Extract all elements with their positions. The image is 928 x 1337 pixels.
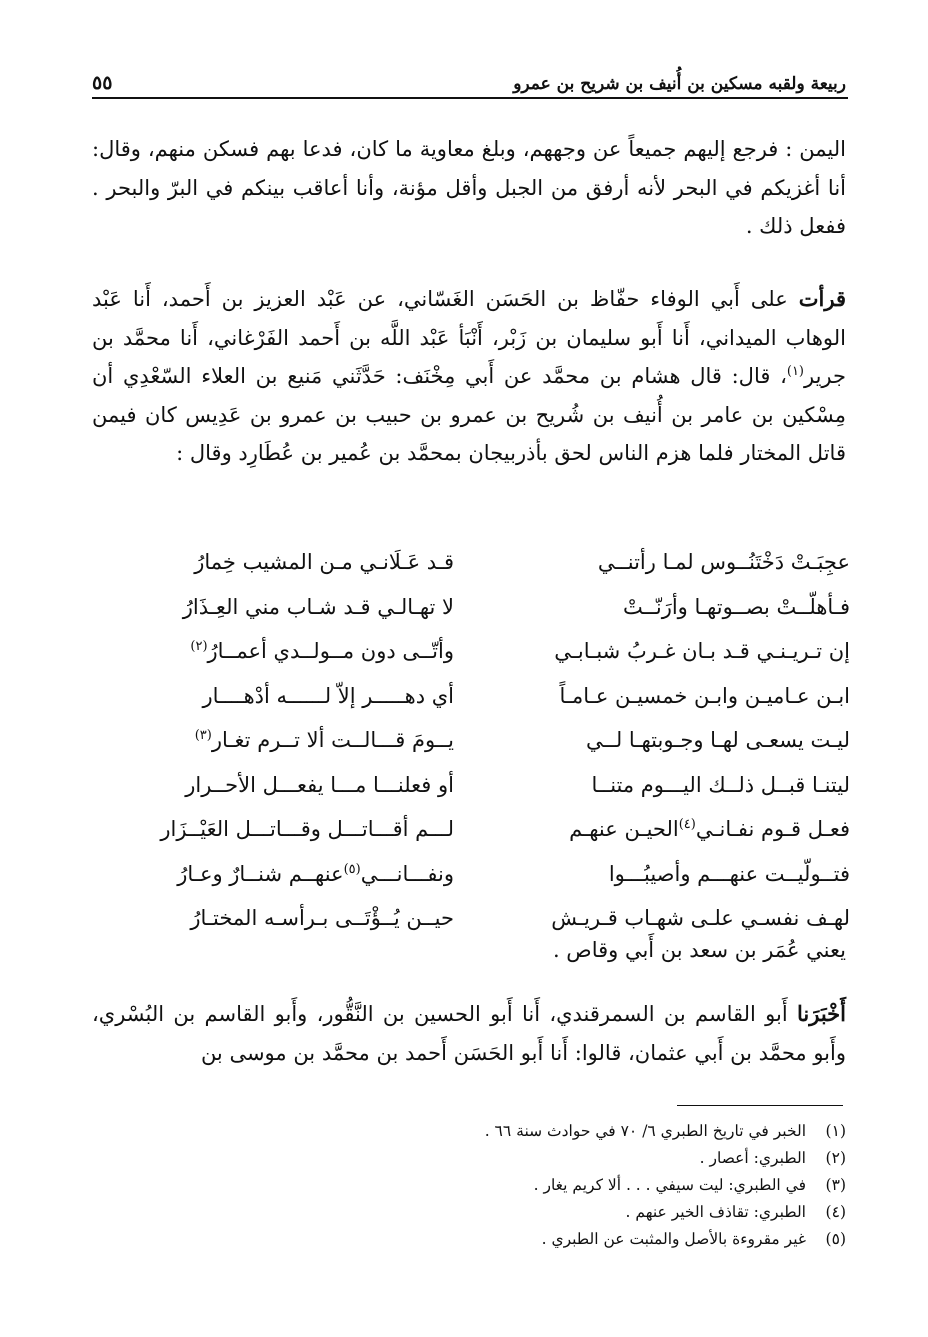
poem-hemistich-tail: عنهــم شنــارٌ وعـارُ (177, 861, 344, 886)
poem-hemistich-first: ليتنـا قبــل ذلــك اليـــوم متنــا (591, 772, 850, 797)
poem-line (138, 585, 850, 630)
header-rule (92, 97, 848, 99)
page-number: ٥٥ (92, 72, 113, 94)
poem-hemistich-second: أو فعلنـــا مـــا يفعـــل الأحــرار (185, 772, 454, 797)
footnote-number: (٤) (825, 1203, 846, 1221)
poem-hemistich-first (510, 817, 850, 841)
poem-line (138, 629, 850, 674)
footnote (380, 1118, 846, 1145)
footnote (380, 1199, 846, 1226)
poem-hemistich-first: لهـف نفسـي علـى شهـاب قـريـش (551, 906, 850, 931)
poem-hemistich-second (138, 862, 454, 886)
poem-hemistich-first: ابـن عـاميـن وابـن خمسيـن عـامـاً (559, 683, 850, 708)
paragraph-2-text-a: على أَبي الوفاء حفّاظ بن الحَسَن الغَسّاني، عن عَبْد العزيز بن أَحمد، أَنا عَبْد الوهاب الميداني، أَنا أَبو سليمان بن زَبْر، أَنْبَأ عَبْد اللَّه بن أَحمد الفَرْغاني، أَنا محمَّد بن جرير (92, 287, 846, 389)
poem-line (138, 896, 850, 941)
poem (138, 540, 850, 941)
poem-line (138, 718, 850, 763)
footnote-text: غير مقروءة بالأصل والمثبت عن الطبري . (541, 1230, 806, 1248)
poem-hemistich-tail: الحيـن عنهـم (569, 817, 679, 842)
paragraph-3-text: أَبو القاسم بن السمرقندي، أَنا أَبو الحسين بن النَّقُّور، وأَبو القاسم بن البُسْري، وأَبو محمَّد بن أَبي عثمان، قالوا: أَنا أَبو الحَسَن أَحمد بن محمَّد بن موسى بن (92, 1002, 846, 1065)
poem-line (138, 807, 850, 852)
footnote-text: الطبري: أعصار . (699, 1149, 806, 1167)
after-poem-line: يعني عُمَر بن سعد بن أَبي وقاص . (552, 938, 846, 962)
poem-line (138, 674, 850, 719)
paragraph-3 (92, 995, 846, 1072)
poem-hemistich-first: عجِبَـتْ دَخْتَنُــوس لمـا رأتنــي (597, 550, 850, 575)
poem-hemistich-second (138, 639, 454, 663)
paragraph-2-text-b: ، قال: قال هشام بن محمَّد عن أَبي مِخْنَف: حَدَّثَني مَنيع بن العلاء السّعْدِي أن مِسْكين بن عامر بن أُنيف بن شُريح بن عمرو بن حبيب بن عمرو بن عَدِيس كان فيمن قاتل المختار فلما هزم الناس لحق بأذربيجان بمحمَّد بن عُمير بن عُطَارِد وقال : (92, 364, 846, 466)
paragraph-2-lead: قرأت (798, 286, 846, 311)
poem-hemistich-text: يــومَ قـــالــت ألا تــرم تغـار (211, 728, 454, 753)
poem-line (138, 540, 850, 585)
footnote-ref-3: (٣) (194, 728, 212, 744)
footnote-text: الطبري: تقاذف الخير عنهم . (625, 1203, 806, 1221)
poem-hemistich-text: ونفـــانـــي (360, 861, 454, 886)
running-title: ربيعة ولقبه مسكين بن أُنيف بن شريح بن عمرو (513, 74, 846, 94)
footnote-text: في الطبري: ليت سيفي . . . ألا كريم يغار . (533, 1176, 806, 1194)
footnote-ref-2: (٢) (190, 639, 208, 655)
poem-hemistich-second: حيــن يُــؤْتَــى بـرأسـه المختـارُ (190, 906, 454, 931)
footnote (380, 1226, 846, 1253)
paragraph-1-text: اليمن : فرجع إليهم جميعاً عن وجههم، وبلغ معاوية ما كان، فدعا بهم فسكن منهم، وقال: أنا أغزيكم في البحر لأنه أرفق من الجبل وأقل مؤنة، وأنا أعاقب بينكم في البرّ والبحر . ففعل ذلك . (92, 137, 846, 239)
poem-hemistich-first: فـأهلّــتْ بصــوتهـا وأرَنّــتْ (622, 594, 850, 619)
paragraph-1 (92, 130, 846, 246)
poem-hemistich-first: فتــولّيــت عنهـــم وأصيبُـــوا (608, 861, 850, 886)
poem-hemistich-text: فعـل قـوم نفـانـي (695, 817, 850, 842)
poem-hemistich-first: ليـت يسعـى لهـا وجـوبتهـا لــي (586, 728, 850, 753)
footnote (380, 1172, 846, 1199)
poem-hemistich-second: أي دهـــــر إلاّ لــــــه أدْهــــار (202, 683, 454, 708)
footnote-rule (677, 1105, 843, 1106)
paragraph-3-lead: أَخْبَرَنا (797, 1001, 846, 1026)
footnote-ref-1: (١) (786, 364, 804, 380)
poem-hemistich-second: لا تهـالـي قـد شـاب مني العِـذَارُ (182, 594, 454, 619)
poem-hemistich-text: وأتّــى دون مــولــدي أعمــارُ (207, 639, 454, 664)
poem-hemistich-second: لـــم أقـــاتـــل وقـــاتـــل العَيْــزَار (160, 817, 454, 842)
paragraph-2 (92, 280, 846, 473)
poem-line (138, 763, 850, 808)
poem-line (138, 852, 850, 897)
footnote-ref-5: (٥) (343, 861, 361, 877)
page-header (92, 58, 846, 94)
footnote-number: (٣) (825, 1176, 846, 1194)
footnote-number: (١) (825, 1122, 846, 1140)
poem-hemistich-second (138, 728, 454, 752)
footnote-number: (٥) (825, 1230, 846, 1248)
footnote-text: الخبر في تاريخ الطبري ٦/ ٧٠ في حوادث سنة ٦٦ . (484, 1122, 806, 1140)
footnote-ref-4: (٤) (678, 817, 696, 833)
poem-hemistich-second: قـد عَـلَانـي مـن المشيب خِمارُ (194, 550, 454, 575)
footnote-number: (٢) (825, 1149, 846, 1167)
footnote (380, 1145, 846, 1172)
poem-hemistich-first: إن تـريـنـي قـد بـان غـربُ شبـابـي (554, 639, 850, 664)
footnotes (380, 1118, 846, 1253)
